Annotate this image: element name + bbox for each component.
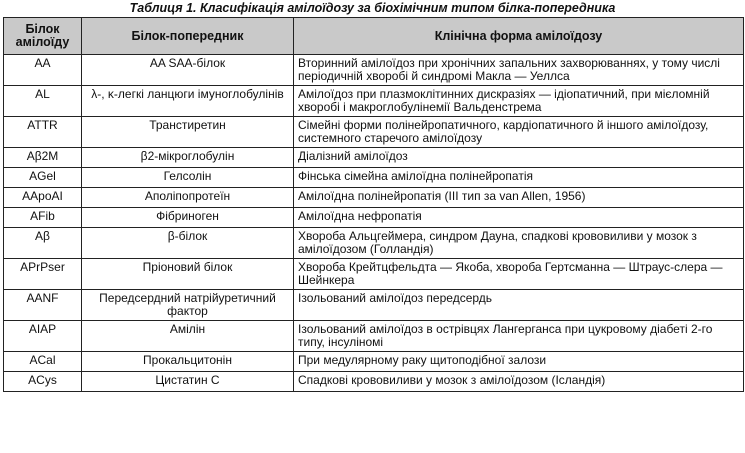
- table-row: [4, 290, 744, 321]
- clinical-form-cell: Амілоїдна нефропатія: [294, 208, 744, 228]
- amyloid-protein-cell: ATTR: [4, 117, 82, 148]
- precursor-protein-cell: β2-мікроглобулін: [82, 148, 294, 168]
- clinical-form-cell: При медулярному раку щитоподібної залози: [294, 352, 744, 372]
- clinical-form-cell: Амілоїдна полінейропатія (III тип за van Allen, 1956): [294, 188, 744, 208]
- precursor-protein-cell: Аполіпопротеїн: [82, 188, 294, 208]
- precursor-protein-cell: Передсердний натрійуретичний фактор: [82, 290, 294, 321]
- clinical-form-cell: Хвороба Крейтцфельдта — Якоба, хвороба Гертсманна — Штраус-слера — Шейнкера: [294, 259, 744, 290]
- clinical-form-cell: Вторинний амілоїдоз при хронічних запальних захворюваннях, у тому числі періодичній хворобі й синдромі Макла — Уеллса: [294, 55, 744, 86]
- precursor-protein-cell: Пріоновий білок: [82, 259, 294, 290]
- precursor-protein-cell: λ-, κ-легкі ланцюги імуноглобулінів: [82, 86, 294, 117]
- clinical-form-cell: Ізольований амілоїдоз в острівцях Лангерганса при цукровому діабеті 2-го типу, інсуліномі: [294, 321, 744, 352]
- table-row: [4, 117, 744, 148]
- amyloid-protein-cell: AA: [4, 55, 82, 86]
- precursor-protein-cell: Прокальцитонін: [82, 352, 294, 372]
- amyloid-protein-cell: ACal: [4, 352, 82, 372]
- precursor-protein-cell: Цистатин С: [82, 372, 294, 392]
- table-row: [4, 372, 744, 392]
- amyloid-protein-cell: AANF: [4, 290, 82, 321]
- table-row: [4, 86, 744, 117]
- amyloidosis-classification-table: [3, 17, 744, 392]
- header-precursor-protein: Білок-попередник: [82, 18, 294, 55]
- table-row: [4, 168, 744, 188]
- clinical-form-cell: Сімейні форми полінейропатичного, кардіопатичного й іншого амілоїдозу, системного старечого амілоїдозу: [294, 117, 744, 148]
- table-row: [4, 188, 744, 208]
- amyloid-protein-cell: APrPser: [4, 259, 82, 290]
- table-row: [4, 55, 744, 86]
- clinical-form-cell: Фінська сімейна амілоїдна полінейропатія: [294, 168, 744, 188]
- precursor-protein-cell: Транстиретин: [82, 117, 294, 148]
- clinical-form-cell: Хвороба Альцгеймера, синдром Дауна, спадкові крововиливи у мозок з амілоїдозом (Голландія): [294, 228, 744, 259]
- table-row: [4, 228, 744, 259]
- clinical-form-cell: Діалізний амілоїдоз: [294, 148, 744, 168]
- header-amyloid-protein: Білок амілоїду: [4, 18, 82, 55]
- precursor-protein-cell: β-білок: [82, 228, 294, 259]
- clinical-form-cell: Амілоїдоз при плазмоклітинних дискразіях — ідіопатичний, при мієломній хворобі і макроглобулінемії Вальденстрема: [294, 86, 744, 117]
- amyloid-protein-cell: AFib: [4, 208, 82, 228]
- table-header-row: [4, 18, 744, 55]
- header-clinical-form: Клінічна форма амілоїдозу: [294, 18, 744, 55]
- precursor-protein-cell: AA SAA-білок: [82, 55, 294, 86]
- amyloid-protein-cell: ACys: [4, 372, 82, 392]
- amyloid-protein-cell: Aβ: [4, 228, 82, 259]
- table-row: [4, 321, 744, 352]
- amyloid-protein-cell: AL: [4, 86, 82, 117]
- clinical-form-cell: Ізольований амілоїдоз передсердь: [294, 290, 744, 321]
- precursor-protein-cell: Гелсолін: [82, 168, 294, 188]
- table-row: [4, 208, 744, 228]
- amyloid-protein-cell: AApoAI: [4, 188, 82, 208]
- table-row: [4, 259, 744, 290]
- precursor-protein-cell: Фібриноген: [82, 208, 294, 228]
- amyloid-protein-cell: AIAP: [4, 321, 82, 352]
- precursor-protein-cell: Амілін: [82, 321, 294, 352]
- amyloid-protein-cell: Aβ2M: [4, 148, 82, 168]
- clinical-form-cell: Спадкові крововиливи у мозок з амілоїдозом (Ісландія): [294, 372, 744, 392]
- table-row: [4, 352, 744, 372]
- table-caption: Таблиця 1. Класифікація амілоїдозу за біохімічним типом білка-попередника: [129, 1, 616, 15]
- amyloid-protein-cell: AGel: [4, 168, 82, 188]
- table-row: [4, 148, 744, 168]
